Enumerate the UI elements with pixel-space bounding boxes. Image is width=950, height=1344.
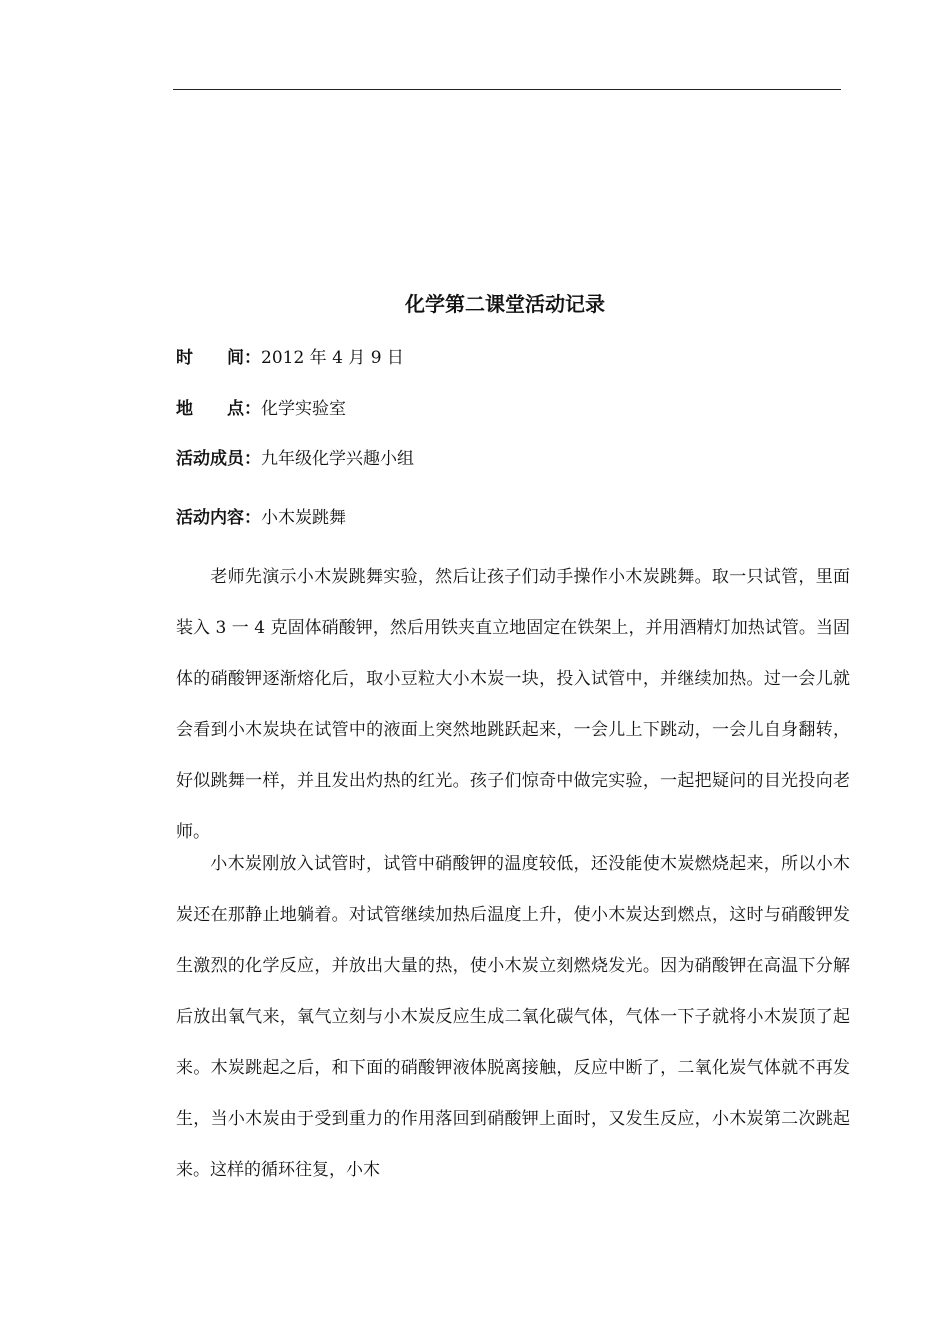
- field-location-value: 化学实验室: [261, 399, 346, 419]
- field-time-label: 时 间：: [176, 348, 261, 368]
- paragraph-demonstration-text: 老师先演示小木炭跳舞实验，然后让孩子们动手操作小木炭跳舞。取一只试管，里面装入 3 一 4 克固体硝酸钾，然后用铁夹直立地固定在铁架上，并用酒精灯加热试管。当固体的硝酸钾逐渐熔化后，取小豆粒大小木炭一块，投入试管中，并继续加热。过一会儿就会看到小木炭块在试管中的液面上突然地跳跃起来，一会儿上下跳动，一会儿自身翻转，好似跳舞一样，并且发出灼热的红光。孩子们惊奇中做完实验，一起把疑问的目光投向老师。: [176, 567, 850, 842]
- document-title: 化学第二课堂活动记录: [405, 292, 605, 316]
- field-members-label: 活动成员：: [176, 449, 261, 469]
- field-time-value: 2012 年 4 月 9 日: [261, 348, 404, 368]
- field-content-label: 活动内容：: [176, 508, 261, 528]
- field-members: [176, 446, 414, 472]
- field-content: [176, 505, 346, 531]
- field-location: [176, 396, 346, 422]
- field-content-value: 小木炭跳舞: [261, 508, 346, 528]
- paragraph-demonstration: [176, 552, 850, 858]
- field-time: [176, 345, 404, 371]
- paragraph-explanation-text: 小木炭刚放入试管时，试管中硝酸钾的温度较低，还没能使木炭燃烧起来，所以小木炭还在那静止地躺着。对试管继续加热后温度上升，使小木炭达到燃点，这时与硝酸钾发生激烈的化学反应，并放出大量的热，使小木炭立刻燃烧发光。因为硝酸钾在高温下分解后放出氧气来，氧气立刻与小木炭反应生成二氧化碳气体，气体一下子就将小木炭顶了起来。木炭跳起之后，和下面的硝酸钾液体脱离接触，反应中断了，二氧化炭气体就不再发生，当小木炭由于受到重力的作用落回到硝酸钾上面时，又发生反应，小木炭第二次跳起来。这样的循环往复，小木: [176, 854, 850, 1180]
- paragraph-explanation: [176, 839, 850, 1196]
- field-location-label: 地 点：: [176, 399, 261, 419]
- field-members-value: 九年级化学兴趣小组: [261, 449, 414, 469]
- header-rule: [173, 89, 841, 90]
